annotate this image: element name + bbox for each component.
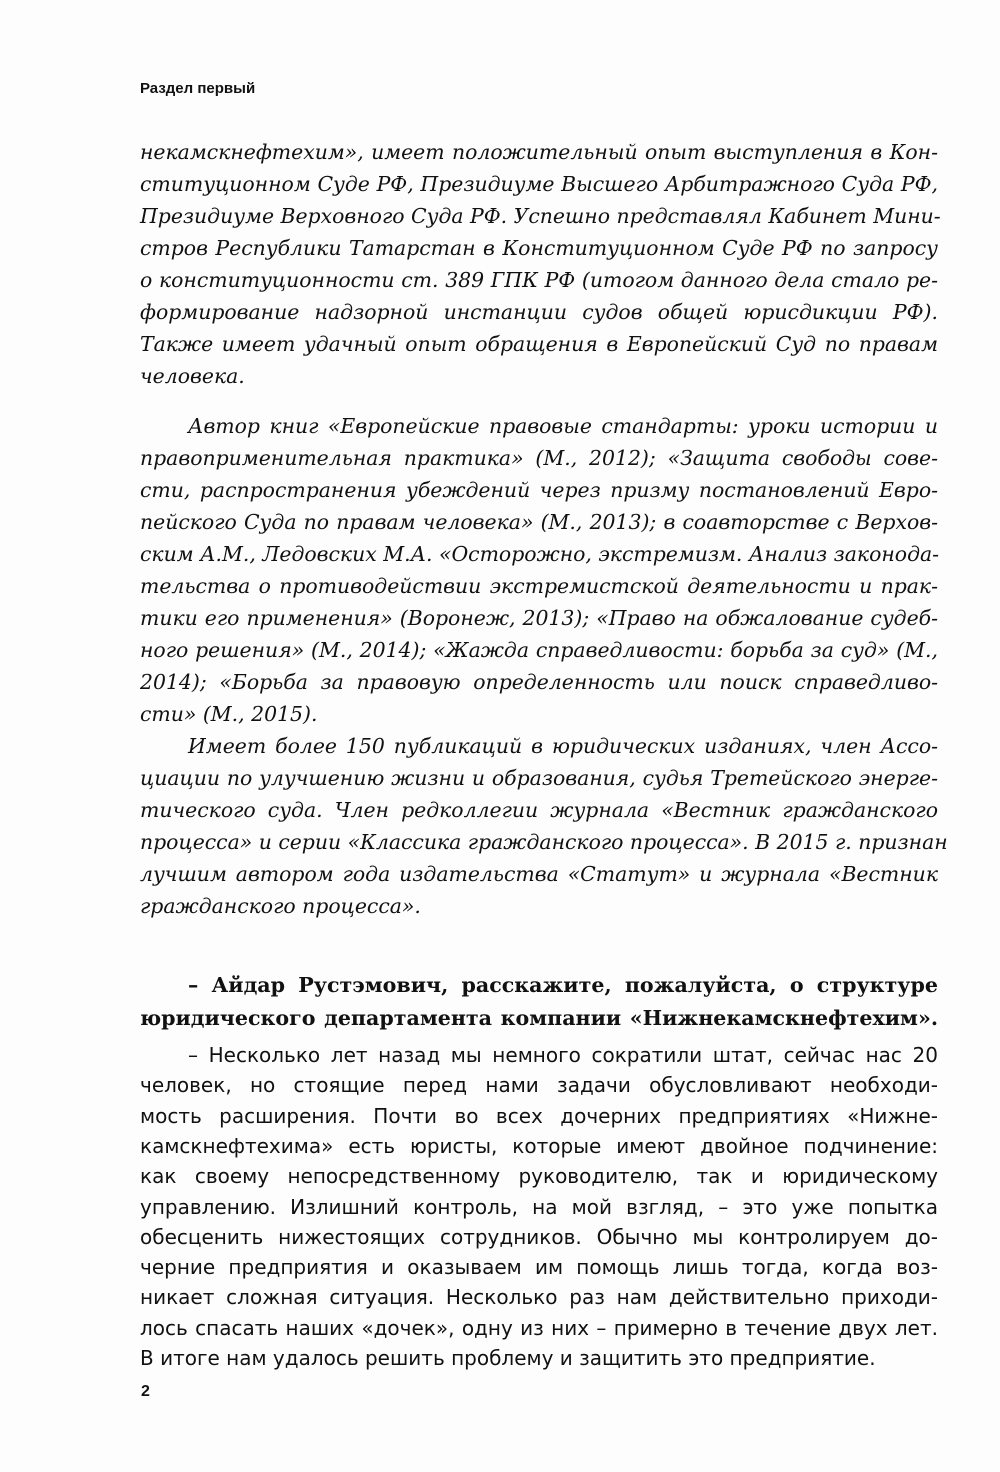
answer-line: камскнефтехима» есть юристы, которые имеют двойное подчинение: bbox=[140, 1133, 938, 1158]
answer-line: никает сложная ситуация. Несколько раз нам действительно приходи- bbox=[140, 1285, 938, 1310]
text-line: некамскнефтехим», имеет положительный опыт выступления в Кон- bbox=[140, 140, 938, 164]
text-line: стров Республики Татарстан в Конституционном Суде РФ по запросу bbox=[140, 236, 938, 260]
page-number: 2 bbox=[141, 1383, 150, 1400]
text-line: гражданского процесса». bbox=[140, 894, 421, 918]
answer-line: управлению. Излишний контроль, на мой взгляд, – это уже попытка bbox=[140, 1194, 938, 1219]
text-line: циации по улучшению жизни и образования, судья Третейского энерге- bbox=[140, 766, 938, 790]
section-header: Раздел первый bbox=[140, 80, 256, 97]
answer-line: обесценить нижестоящих сотрудников. Обычно мы контролируем до- bbox=[140, 1224, 938, 1249]
answer-line: человек, но стоящие перед нами задачи обусловливают необходи- bbox=[140, 1073, 938, 1098]
answer-line: В итоге нам удалось решить проблему и защитить это предприятие. bbox=[140, 1346, 876, 1370]
text-line: 2014); «Борьба за правовую определенность или поиск справедливо- bbox=[140, 670, 938, 694]
text-line: сти» (М., 2015). bbox=[140, 702, 318, 726]
question-line: юридического департамента компании «Нижнекамскнефтехим». bbox=[140, 1006, 938, 1030]
text-line: тельства о противодействии экстремистской деятельности и прак- bbox=[140, 574, 938, 598]
text-line: пейского Суда по правам человека» (М., 2013); в соавторстве с Верхов- bbox=[140, 510, 938, 534]
text-line: тики его применения» (Воронеж, 2013); «Право на обжалование судеб- bbox=[140, 606, 938, 630]
text-line: правоприменительная практика» (М., 2012); «Защита свободы сове- bbox=[140, 446, 938, 470]
text-line: о конституционности ст. 389 ГПК РФ (итогом данного дела стало ре- bbox=[140, 268, 938, 292]
text-line: ного решения» (М., 2014); «Жажда справедливости: борьба за суд» (М., bbox=[140, 638, 938, 662]
answer-line: мость расширения. Почти во всех дочерних предприятиях «Нижне- bbox=[140, 1103, 938, 1128]
text-line: формирование надзорной инстанции судов общей юрисдикции РФ). bbox=[140, 300, 938, 324]
answer-line: черние предприятия и оказываем им помощь лишь тогда, когда воз- bbox=[140, 1255, 938, 1280]
text-line: Также имеет удачный опыт обращения в Европейский Суд по правам bbox=[140, 332, 938, 356]
answer-line: лось спасать наших «дочек», одну из них – примерно в течение двух лет. bbox=[140, 1315, 938, 1340]
text-line: человека. bbox=[140, 364, 245, 388]
text-line: Имеет более 150 публикаций в юридических изданиях, член Ассо- bbox=[188, 734, 938, 758]
text-line: процесса» и серии «Классика гражданского процесса». В 2015 г. признан bbox=[140, 830, 948, 854]
text-line: Президиуме Верховного Суда РФ. Успешно представлял Кабинет Мини- bbox=[140, 204, 941, 228]
question-line: – Айдар Рустэмович, расскажите, пожалуйста, о структуре bbox=[188, 973, 938, 997]
text-line: ским А.М., Ледовских М.А. «Осторожно, экстремизм. Анализ законода- bbox=[140, 542, 940, 566]
text-line: лучшим автором года издательства «Статут» и журнала «Вестник bbox=[140, 862, 938, 886]
text-line: тического суда. Член редколлегии журнала «Вестник гражданского bbox=[140, 798, 938, 822]
text-line: сти, распространения убеждений через призму постановлений Евро- bbox=[140, 478, 938, 502]
answer-line: – Несколько лет назад мы немного сократили штат, сейчас нас 20 bbox=[188, 1043, 938, 1067]
text-line: ституционном Суде РФ, Президиуме Высшего Арбитражного Суда РФ, bbox=[140, 172, 938, 196]
text-line: Автор книг «Европейские правовые стандарты: уроки истории и bbox=[188, 414, 938, 438]
answer-line: как своему непосредственному руководителю, так и юридическому bbox=[140, 1164, 938, 1189]
